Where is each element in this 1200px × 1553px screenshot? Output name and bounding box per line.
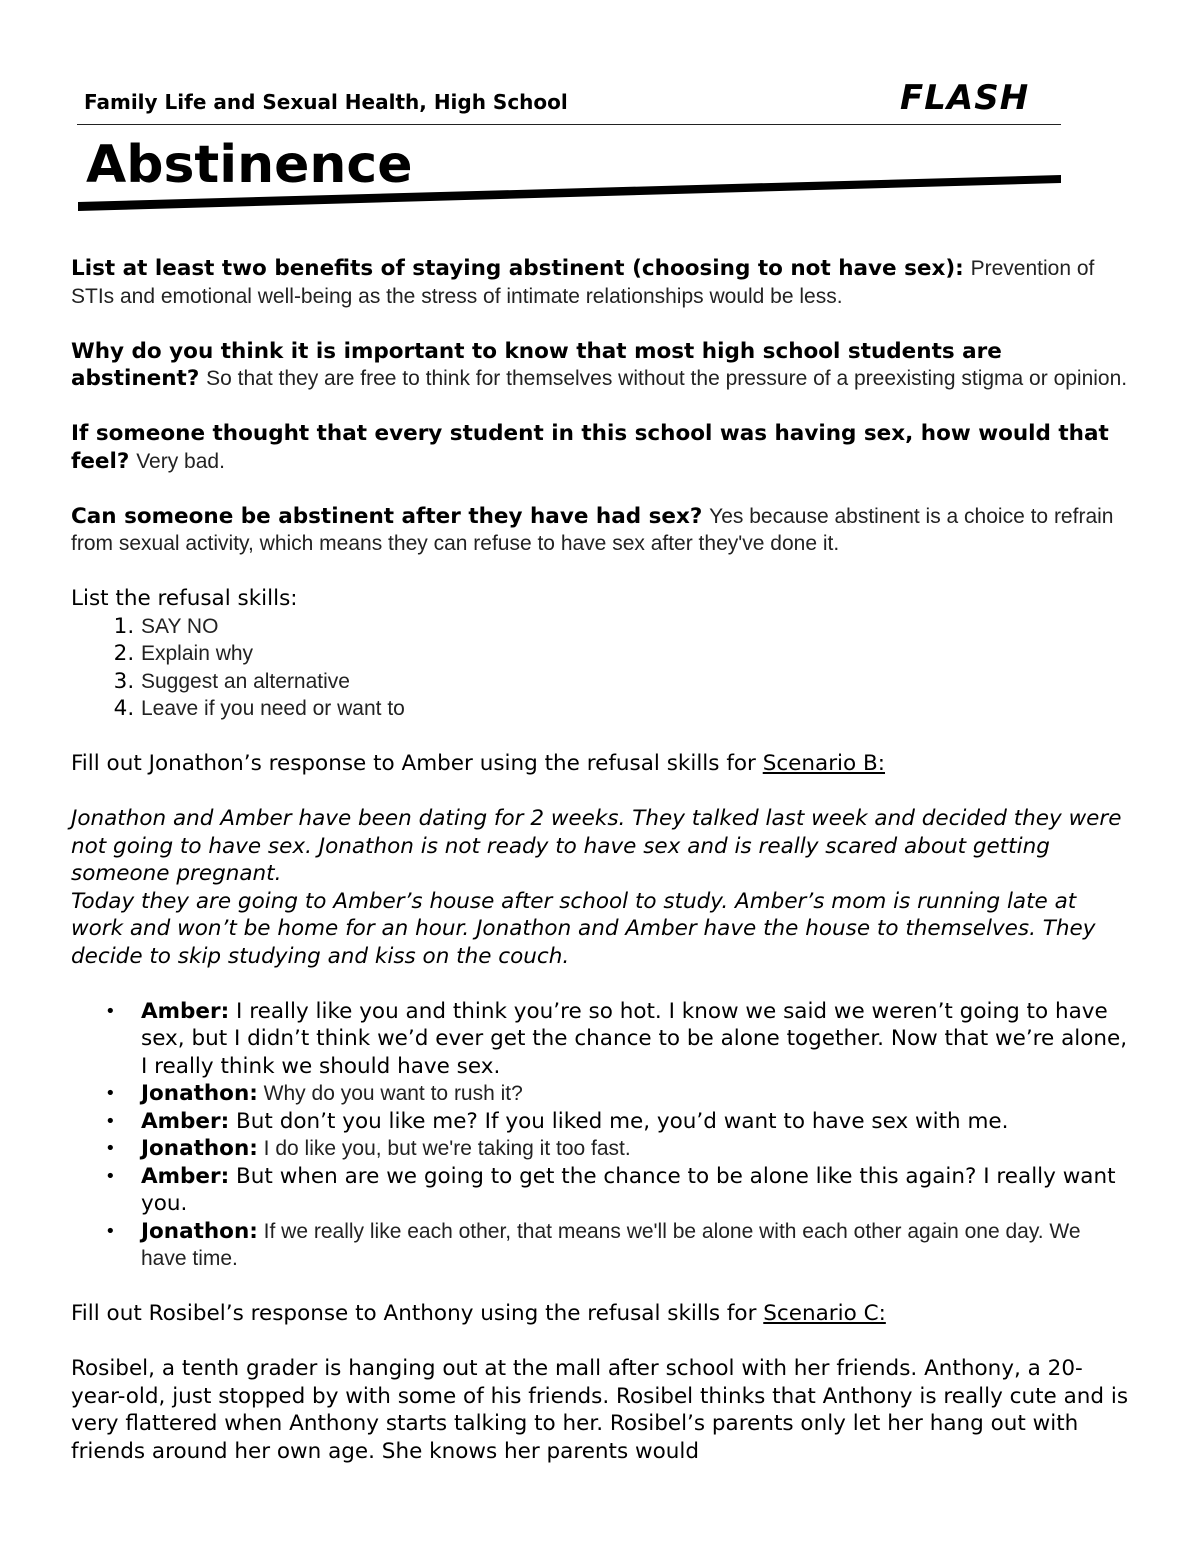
question-4 (71, 503, 1131, 558)
response-text: I do like you, but we're taking it too fast. (257, 1137, 631, 1160)
question-3 (71, 420, 1131, 475)
question-2 (71, 338, 1131, 393)
refusal-skills-heading: List the refusal skills: (71, 586, 298, 611)
scenario-b-text-2: Today they are going to Amber’s house after school to study. Amber’s mom is running late at work and won’t be home for an hour. Jonathon and Amber have the house to themselves. They decide to skip studying and kiss on the couch. (71, 888, 1096, 969)
dialog-text: But don’t you like me? If you liked me, you’d want to have sex with me. (229, 1108, 1009, 1134)
course-title: Family Life and Sexual Health, High School (84, 90, 568, 114)
answer-text: Yes because abstinent is a choice to refrain from sexual activity, which means they can refuse to have sex after they've done it. (71, 504, 1114, 555)
question-text: Why do you think it is important to know that most high school students are abstinent? (71, 338, 1002, 391)
dialog-line (141, 1218, 1131, 1273)
scenario-b-text-1: Jonathon and Amber have been dating for 2 weeks. They talked last week and decided they were not going to have sex. Jonathon is not ready to have sex and is really scared about getting someone pregnant. (71, 806, 1122, 886)
dialog-line (141, 1163, 1131, 1218)
list-item: 3. Suggest an alternative (141, 668, 1131, 696)
answer-text: Prevention of STIs and emotional well-being as the stress of intimate relationships would be less. (71, 257, 1095, 308)
header-rule (77, 124, 1061, 125)
list-item: 2. Explain why (141, 640, 1131, 668)
scenario-b-label: Scenario B: (762, 751, 886, 776)
answer-text: So that they are free to think for themselves without the pressure of a preexisting stigma or opinion. (206, 367, 1128, 390)
response-text: If we really like each other, that means we'll be alone with each other again one day. We have time. (141, 1219, 1081, 1270)
refusal-skills-list (71, 613, 1131, 723)
list-item: 4. Leave if you need or want to (141, 695, 1131, 723)
title-underline (0, 170, 1200, 220)
scenario-c-prompt: Fill out Rosibel’s response to Anthony using the refusal skills for Scenario C: (71, 1301, 886, 1326)
scenario-b-dialog (71, 998, 1131, 1273)
speaker: Jonathon: (141, 1136, 258, 1161)
question-text: If someone thought that every student in this school was having sex, how would that feel? (71, 421, 1109, 474)
speaker: Amber: (141, 1163, 230, 1189)
brand-logo: FLASH (900, 78, 1030, 118)
dialog-line (141, 998, 1131, 1081)
question-text: Can someone be abstinent after they have had sex? (71, 503, 703, 529)
question-1 (71, 255, 1131, 310)
speaker: Jonathon: (141, 1081, 258, 1106)
dialog-line (141, 1080, 1131, 1108)
scenario-c-label: Scenario C: (763, 1301, 886, 1326)
answer-text: Very bad. (136, 449, 225, 473)
dialog-line (141, 1108, 1131, 1136)
response-text: Why do you want to rush it? (257, 1082, 523, 1105)
page-title: Abstinence (86, 135, 413, 195)
speaker: Amber: (141, 1108, 230, 1134)
worksheet-body (71, 255, 1131, 1465)
dialog-text: I really like you and think you’re so hot. I know we said we weren’t going to have sex, but I didn’t think we’d ever get the chance to be alone together. Now that we’re alone, I really think we should have sex. (141, 998, 1128, 1079)
list-item: 1. SAY NO (141, 613, 1131, 641)
speaker: Jonathon: (141, 1218, 258, 1244)
dialog-text: But when are we going to get the chance to be alone like this again? I really want you. (141, 1163, 1116, 1216)
dialog-line (141, 1135, 1131, 1163)
scenario-c-text: Rosibel, a tenth grader is hanging out at the mall after school with her friends. Anthony, a 20-year-old, just stopped by with some of his friends. Rosibel thinks that Anthony is really cute and is very flattered when Anthony starts talking to her. Rosibel’s parents only let her hang out with friends around her own age. She knows her parents would (71, 1356, 1129, 1464)
speaker: Amber: (141, 998, 230, 1024)
question-text: List at least two benefits of staying abstinent (choosing to not have sex): (71, 256, 964, 281)
scenario-b-prompt: Fill out Jonathon’s response to Amber using the refusal skills for Scenario B: (71, 751, 886, 776)
